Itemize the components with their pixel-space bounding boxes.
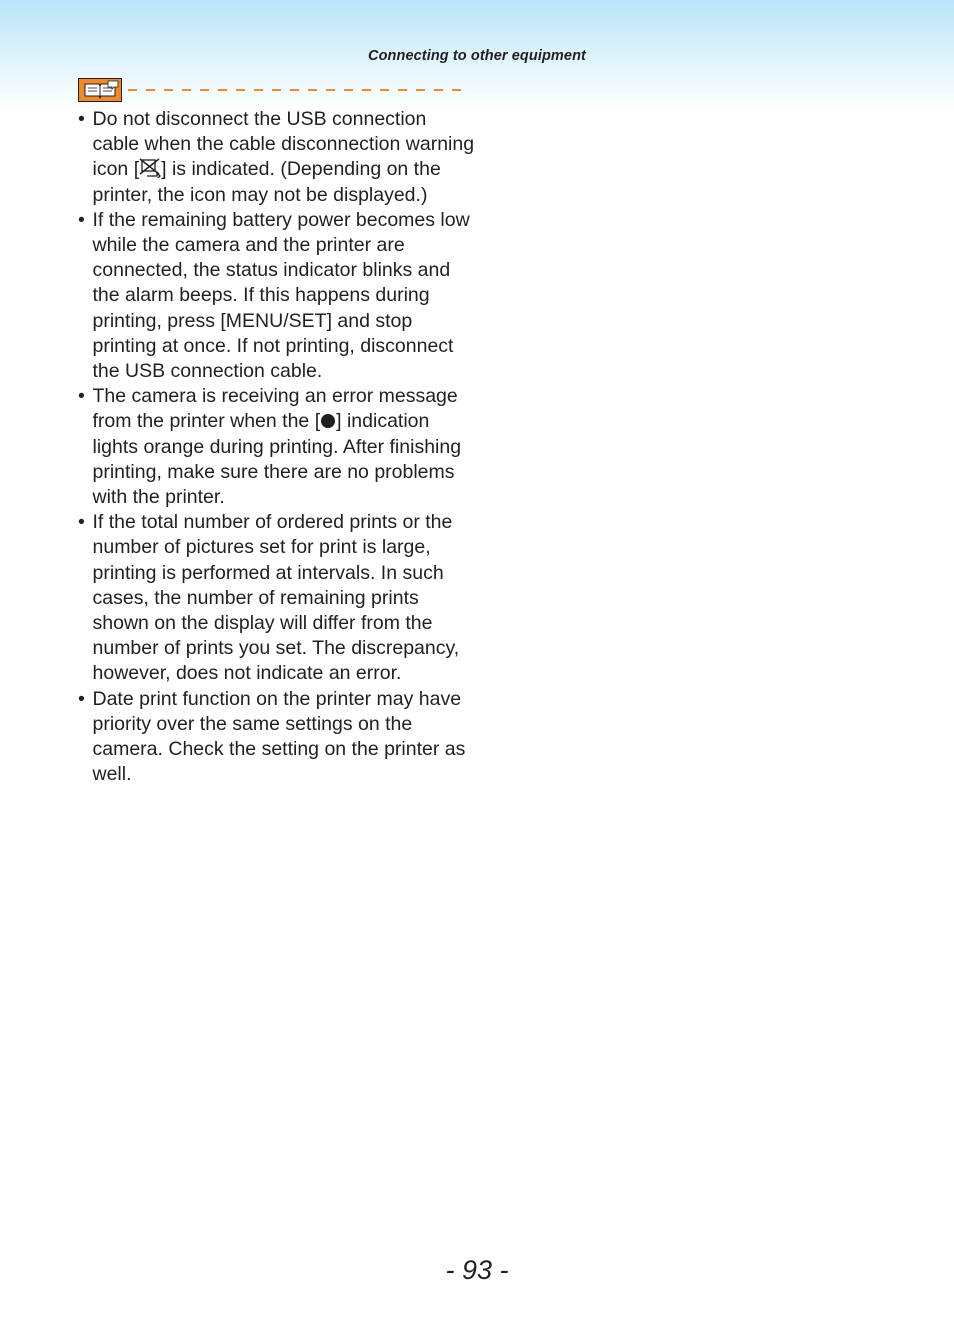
note-item: • The camera is receiving an error message from the printer when the [ ] indication lights orange during printing. After finishing printing, make sure there are no problems with the printer. — [78, 384, 478, 510]
print-status-dot-icon — [320, 412, 336, 430]
notes-list — [78, 107, 478, 787]
page-number: - 93 - — [445, 1255, 509, 1285]
note-item: • If the remaining battery power becomes low while the camera and the printer are connected, the status indicator blinks and the alarm beeps. If this happens during printing, press [MENU/SET] and stop printing at once. If not printing, disconnect the USB connection cable. — [78, 208, 478, 384]
notes-book-icon — [78, 78, 122, 102]
cable-disconnection-warning-icon — [139, 158, 161, 178]
note-item: • Do not disconnect the USB connection cable when the cable disconnection warning icon [ ] is indicated. (Depending on the printer, the icon may not be displayed.) — [78, 107, 478, 208]
notes-divider — [128, 89, 466, 91]
note-item: • If the total number of ordered prints or the number of pictures set for print is large, printing is performed at intervals. In such cases, the number of remaining prints shown on the display will differ from the number of prints you set. The discrepancy, however, does not indicate an error. — [78, 510, 478, 686]
page-header-title: Connecting to other equipment — [368, 48, 586, 64]
note-item: • Date print function on the printer may have priority over the same settings on the camera. Check the setting on the printer as well. — [78, 687, 478, 788]
